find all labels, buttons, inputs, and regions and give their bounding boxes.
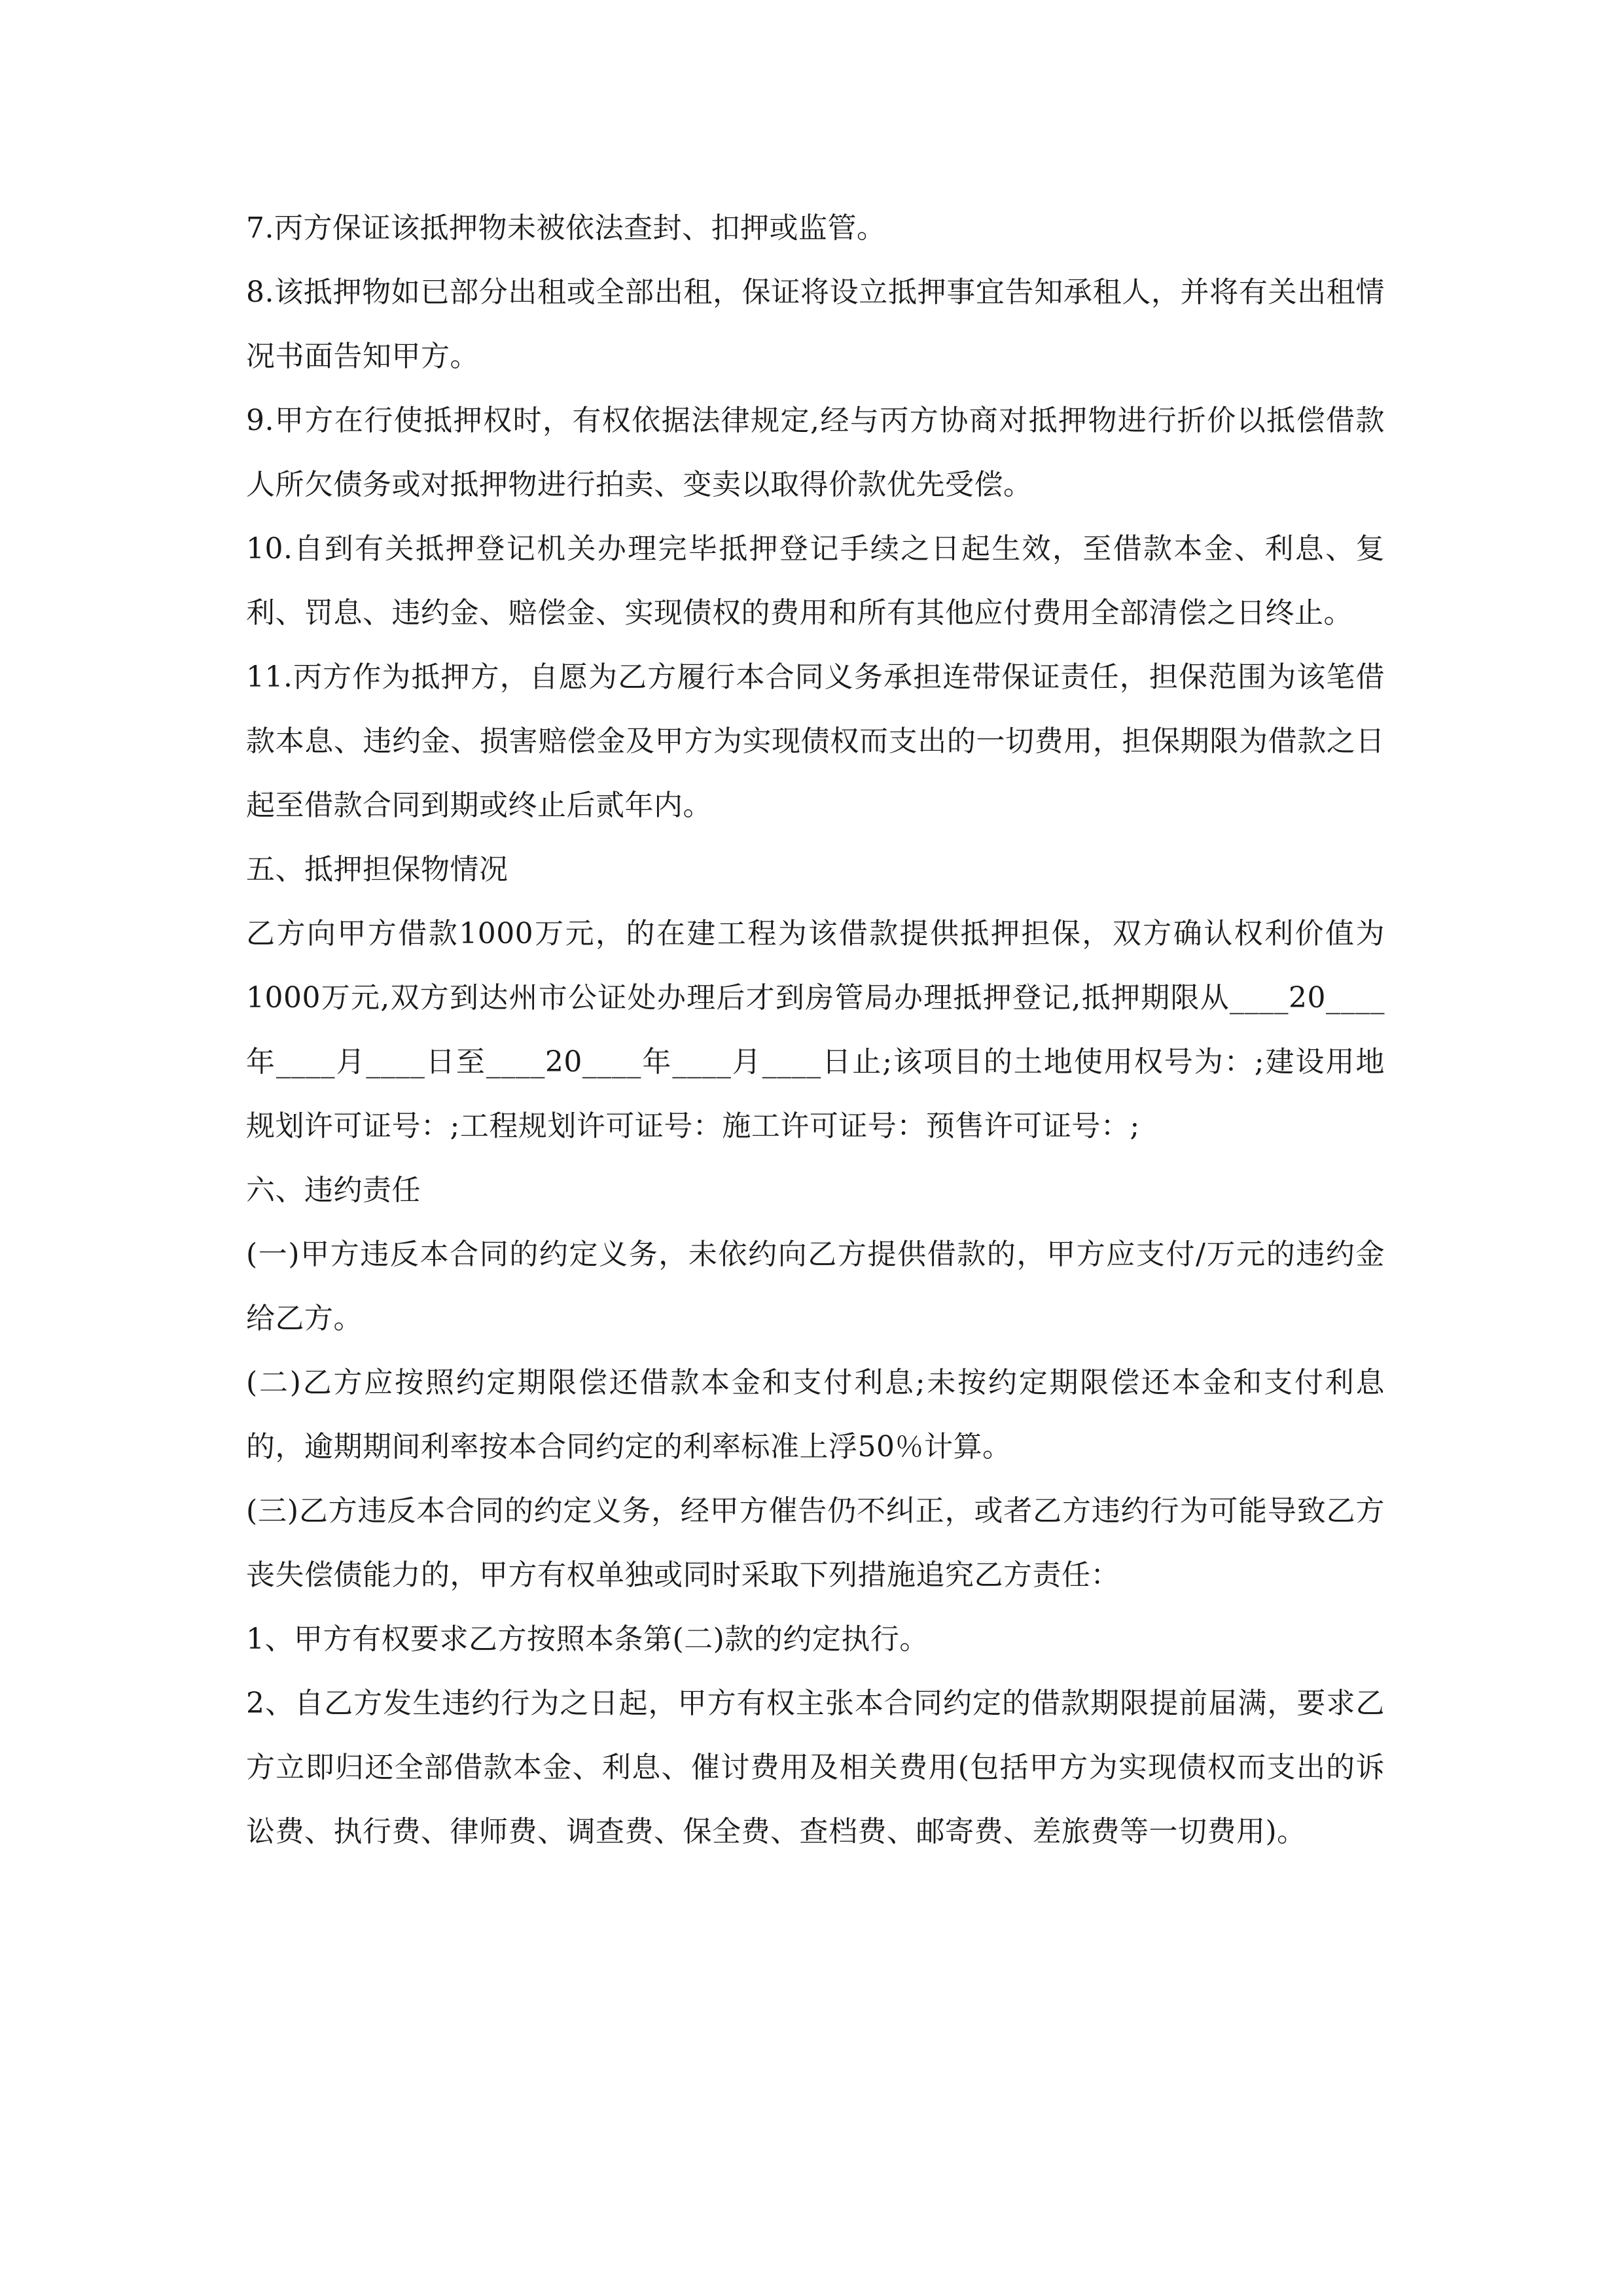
measure-1: 1、甲方有权要求乙方按照本条第(二)款的约定执行。 xyxy=(246,1623,929,1656)
clause-10: 10.自到有关抵押登记机关办理完毕抵押登记手续之日起生效，至借款本金、利息、复利、罚息、违约金、赔偿金、实现债权的费用和所有其他应付费用全部清偿之日终止。 xyxy=(246,532,1385,630)
liability-item-3: (三)乙方违反本合同的约定义务，经甲方催告仍不纠正，或者乙方违约行为可能导致乙方丧失偿债能力的，甲方有权单独或同时采取下列措施追究乙方责任： xyxy=(246,1494,1385,1592)
clause-7: 7.丙方保证该抵押物未被依法查封、扣押或监管。 xyxy=(246,211,886,245)
clause-8: 8.该抵押物如已部分出租或全部出租，保证将设立抵押事宜告知承租人，并将有关出租情况书面告知甲方。 xyxy=(246,276,1385,373)
collateral-description: 乙方向甲方借款1000万元，的在建工程为该借款提供抵押担保，双方确认权利价值为1000万元,双方到达州市公证处办理后才到房管局办理抵押登记,抵押期限从____20____年____月____日至____20____年____月____日止;该项目的土地使用权号为：;建设用地规划许可证号：;工程规划许可证号：施工许可证号：预售许可证号：; xyxy=(246,917,1385,1143)
section-heading-liability: 六、违约责任 xyxy=(246,1174,421,1207)
clause-11: 11.丙方作为抵押方，自愿为乙方履行本合同义务承担连带保证责任，担保范围为该笔借款本息、违约金、损害赔偿金及甲方为实现债权而支出的一切费用，担保期限为借款之日起至借款合同到期或终止后贰年内。 xyxy=(246,660,1385,822)
section-heading-collateral: 五、抵押担保物情况 xyxy=(246,853,508,886)
liability-item-1: (一)甲方违反本合同的约定义务，未依约向乙方提供借款的，甲方应支付/万元的违约金给乙方。 xyxy=(246,1238,1385,1335)
measure-2: 2、自乙方发生违约行为之日起，甲方有权主张本合同约定的借款期限提前届满，要求乙方立即归还全部借款本金、利息、催讨费用及相关费用(包括甲方为实现债权而支出的诉讼费、执行费、律师费、调查费、保全费、查档费、邮寄费、差旅费等一切费用)。 xyxy=(246,1687,1385,1848)
clause-9: 9.甲方在行使抵押权时，有权依据法律规定,经与丙方协商对抵押物进行折价以抵偿借款人所欠债务或对抵押物进行拍卖、变卖以取得价款优先受偿。 xyxy=(246,404,1385,501)
liability-item-2: (二)乙方应按照约定期限偿还借款本金和支付利息;未按约定期限偿还本金和支付利息的，逾期期间利率按本合同约定的利率标准上浮50％计算。 xyxy=(246,1366,1385,1463)
document-body xyxy=(246,196,1385,1864)
